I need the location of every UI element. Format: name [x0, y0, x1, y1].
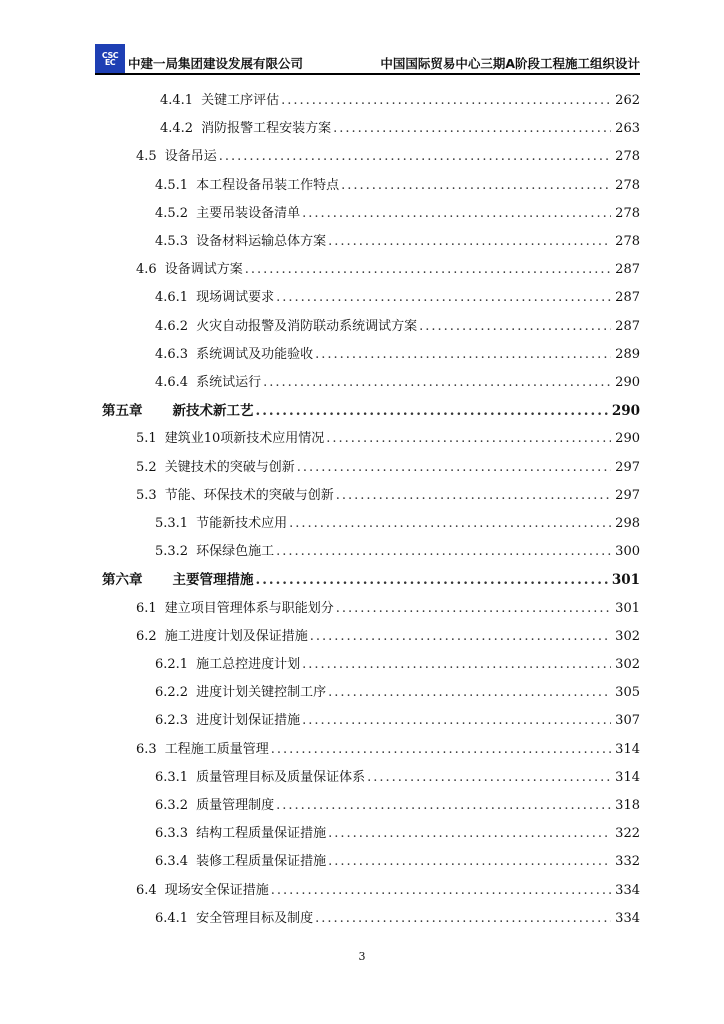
toc-entry[interactable]: [155, 175, 640, 197]
toc-entry-page: 278: [615, 149, 640, 165]
toc-entry[interactable]: [155, 823, 640, 845]
toc-leader-dots: [256, 400, 608, 422]
company-name: 中建一局集团建设发展有限公司: [128, 56, 304, 71]
toc-leader-dots: [302, 654, 611, 676]
toc-entry-number: 5.1: [136, 431, 157, 447]
toc-entry-page: 278: [615, 205, 640, 221]
toc-entry[interactable]: [155, 316, 640, 338]
toc-entry-page: 278: [615, 234, 640, 249]
toc-entry-title: 现场调试要求: [196, 290, 275, 306]
toc-entry-number: 6.2.1: [155, 657, 189, 672]
toc-leader-dots: [271, 880, 611, 902]
toc-entry[interactable]: [136, 259, 640, 281]
toc-entry[interactable]: [136, 880, 640, 902]
toc-entry-number: 6.4: [136, 882, 157, 898]
toc-entry-page: 332: [615, 854, 640, 870]
header-rule: [95, 73, 640, 75]
toc-entry-title: 质量管理制度: [196, 798, 275, 813]
toc-entry-title: 质量管理目标及质量保证体系: [196, 769, 366, 785]
toc-leader-dots: [271, 739, 611, 761]
toc-entry-title: 消防报警工程安装方案: [201, 121, 332, 137]
toc-entry-page: 314: [615, 741, 640, 757]
toc-leader-dots: [326, 428, 611, 450]
toc-entry-number: 6.2.3: [155, 713, 189, 729]
toc-entry-number: 5.3: [136, 487, 157, 503]
toc-entry-page: 314: [615, 769, 640, 785]
toc-entry-title: 火灾自动报警及消防联动系统调试方案: [196, 318, 418, 334]
toc-entry-page: 262: [615, 93, 640, 108]
toc-entry[interactable]: [155, 851, 640, 873]
toc-entry-page: 322: [615, 826, 640, 842]
toc-entry[interactable]: [136, 485, 640, 507]
toc-entry-title: 本工程设备吊装工作特点: [196, 177, 340, 193]
toc-entry-number: 6.2: [136, 628, 157, 644]
toc-entry-page: 287: [615, 290, 640, 306]
toc-entry[interactable]: [155, 344, 640, 366]
toc-entry-title: 主要管理措施: [172, 572, 254, 589]
toc-entry-page: 290: [615, 375, 640, 390]
toc-entry-page: 290: [611, 403, 640, 420]
toc-entry[interactable]: [155, 767, 640, 789]
toc-entry-title: 系统调试及功能验收: [196, 346, 314, 362]
toc-entry[interactable]: [136, 457, 640, 479]
toc-leader-dots: [263, 372, 611, 394]
toc-entry[interactable]: [136, 598, 640, 620]
toc-leader-dots: [328, 851, 611, 873]
toc-leader-dots: [276, 795, 611, 817]
toc-entry[interactable]: [136, 739, 640, 761]
toc-entry[interactable]: [136, 626, 640, 648]
toc-leader-dots: [310, 626, 611, 648]
toc-entry-page: 302: [615, 657, 640, 672]
toc-entry[interactable]: [155, 231, 640, 253]
toc-leader-dots: [302, 710, 611, 732]
toc-entry-title: 进度计划保证措施: [196, 713, 301, 729]
toc-entry[interactable]: [102, 569, 640, 591]
toc-entry[interactable]: [160, 90, 640, 112]
toc-leader-dots: [336, 485, 611, 507]
toc-leader-dots: [367, 767, 611, 789]
toc-entry-page: 302: [615, 628, 640, 644]
toc-entry-title: 系统试运行: [196, 375, 262, 390]
page-header: [95, 44, 640, 76]
toc-entry-number: 4.6.4: [155, 375, 189, 390]
toc-entry-number: 4.6.2: [155, 318, 189, 334]
toc-entry[interactable]: [155, 654, 640, 676]
toc-entry-page: 290: [615, 431, 640, 447]
toc-entry-page: 301: [615, 600, 640, 616]
toc-entry[interactable]: [155, 372, 640, 394]
toc-entry-title: 节能新技术应用: [196, 516, 288, 531]
toc-entry-title: 关键技术的突破与创新: [164, 459, 295, 475]
toc-leader-dots: [297, 457, 611, 479]
logo-text-top: CSC: [101, 51, 119, 60]
toc-entry-number: 4.6: [136, 262, 157, 278]
toc-entry-number: 4.5.1: [155, 177, 189, 193]
toc-entry-page: 318: [615, 798, 640, 813]
toc-leader-dots: [419, 316, 611, 338]
toc-entry-page: 289: [615, 346, 640, 362]
toc-entry-title: 工程施工质量管理: [164, 741, 269, 757]
toc-entry[interactable]: [155, 513, 640, 535]
toc-leader-dots: [328, 682, 611, 704]
toc-entry-title: 关键工序评估: [201, 93, 280, 108]
toc-entry[interactable]: [155, 908, 640, 930]
toc-entry-page: 334: [615, 882, 640, 898]
toc-entry-page: 263: [615, 121, 640, 137]
toc-entry-number: 6.1: [136, 600, 157, 616]
toc-entry[interactable]: [155, 795, 640, 817]
toc-entry-number: 5.2: [136, 459, 157, 475]
toc-entry-title: 施工进度计划及保证措施: [164, 628, 308, 644]
toc-entry[interactable]: [155, 682, 640, 704]
toc-entry-number: 第六章: [102, 572, 143, 589]
toc-entry[interactable]: [155, 710, 640, 732]
toc-entry-title: 设备吊运: [164, 149, 217, 165]
toc-entry-page: 287: [615, 318, 640, 334]
toc-entry[interactable]: [155, 203, 640, 225]
toc-entry-title: 现场安全保证措施: [164, 882, 269, 898]
toc-entry-number: 5.3.1: [155, 516, 189, 531]
toc-leader-dots: [333, 118, 611, 140]
toc-entry-title: 节能、环保技术的突破与创新: [164, 487, 334, 503]
toc-leader-dots: [256, 569, 608, 591]
toc-entry-page: 307: [615, 713, 640, 729]
toc-entry-page: 298: [615, 516, 640, 531]
toc-entry-title: 主要吊装设备清单: [196, 205, 301, 221]
toc-leader-dots: [315, 344, 611, 366]
toc-entry-title: 装修工程质量保证措施: [196, 854, 327, 870]
toc-entry[interactable]: [155, 541, 640, 563]
project-title: 中国国际贸易中心三期A阶段工程施工组织设计: [380, 56, 640, 71]
logo-text-bottom: EC: [104, 58, 116, 67]
toc-entry-number: 4.5.3: [155, 234, 189, 249]
toc-entry-title: 进度计划关键控制工序: [196, 685, 327, 701]
toc-entry-number: 4.5: [136, 149, 157, 165]
toc-entry-number: 5.3.2: [155, 544, 189, 560]
toc-entry-number: 第五章: [102, 403, 143, 420]
toc-leader-dots: [219, 146, 611, 168]
toc-entry[interactable]: [160, 118, 640, 140]
toc-entry-page: 297: [615, 487, 640, 503]
toc-entry-number: 4.6.1: [155, 290, 189, 306]
toc-entry-title: 环保绿色施工: [196, 544, 275, 560]
toc-entry-page: 297: [615, 459, 640, 475]
toc-entry-page: 301: [611, 572, 640, 589]
toc-entry-number: 4.4.1: [160, 93, 194, 108]
page-number: 3: [358, 950, 366, 963]
toc-entry-number: 4.6.3: [155, 346, 189, 362]
toc-entry-page: 287: [615, 262, 640, 278]
toc-leader-dots: [245, 259, 611, 281]
toc-entry[interactable]: [136, 146, 640, 168]
toc-entry-page: 278: [615, 177, 640, 193]
toc-leader-dots: [315, 908, 611, 930]
toc-entry-number: 4.4.2: [160, 121, 194, 137]
toc-leader-dots: [281, 90, 611, 112]
toc-entry-title: 设备材料运输总体方案: [196, 234, 327, 249]
toc-entry[interactable]: [136, 428, 640, 450]
toc-leader-dots: [276, 541, 611, 563]
toc-entry-number: 6.3: [136, 741, 157, 757]
toc-entry-number: 4.5.2: [155, 205, 189, 221]
toc-entry-title: 安全管理目标及制度: [196, 910, 314, 926]
toc-leader-dots: [336, 598, 611, 620]
toc-entry[interactable]: [102, 400, 640, 422]
toc-entry[interactable]: [155, 287, 640, 309]
toc-entry-page: 334: [615, 910, 640, 926]
toc-entry-number: 6.3.4: [155, 854, 189, 870]
toc-entry-number: 6.3.3: [155, 826, 189, 842]
toc-entry-page: 305: [615, 685, 640, 701]
toc-entry-page: 300: [615, 544, 640, 560]
toc-entry-number: 6.2.2: [155, 685, 189, 701]
company-logo: [95, 44, 125, 74]
toc-entry-title: 建立项目管理体系与职能划分: [164, 600, 334, 616]
toc-leader-dots: [289, 513, 611, 535]
toc-leader-dots: [276, 287, 611, 309]
toc-entry-number: 6.4.1: [155, 910, 189, 926]
toc-leader-dots: [341, 175, 611, 197]
toc-entry-title: 新技术新工艺: [172, 403, 254, 420]
toc-entry-number: 6.3.2: [155, 798, 189, 813]
toc-leader-dots: [328, 231, 611, 253]
toc-entry-title: 建筑业10项新技术应用情况: [164, 431, 325, 447]
toc-entry-title: 结构工程质量保证措施: [196, 826, 327, 842]
toc-entry-title: 设备调试方案: [164, 262, 243, 278]
toc-entry-title: 施工总控进度计划: [196, 657, 301, 672]
toc-leader-dots: [302, 203, 611, 225]
toc-leader-dots: [328, 823, 611, 845]
toc-entry-number: 6.3.1: [155, 769, 189, 785]
